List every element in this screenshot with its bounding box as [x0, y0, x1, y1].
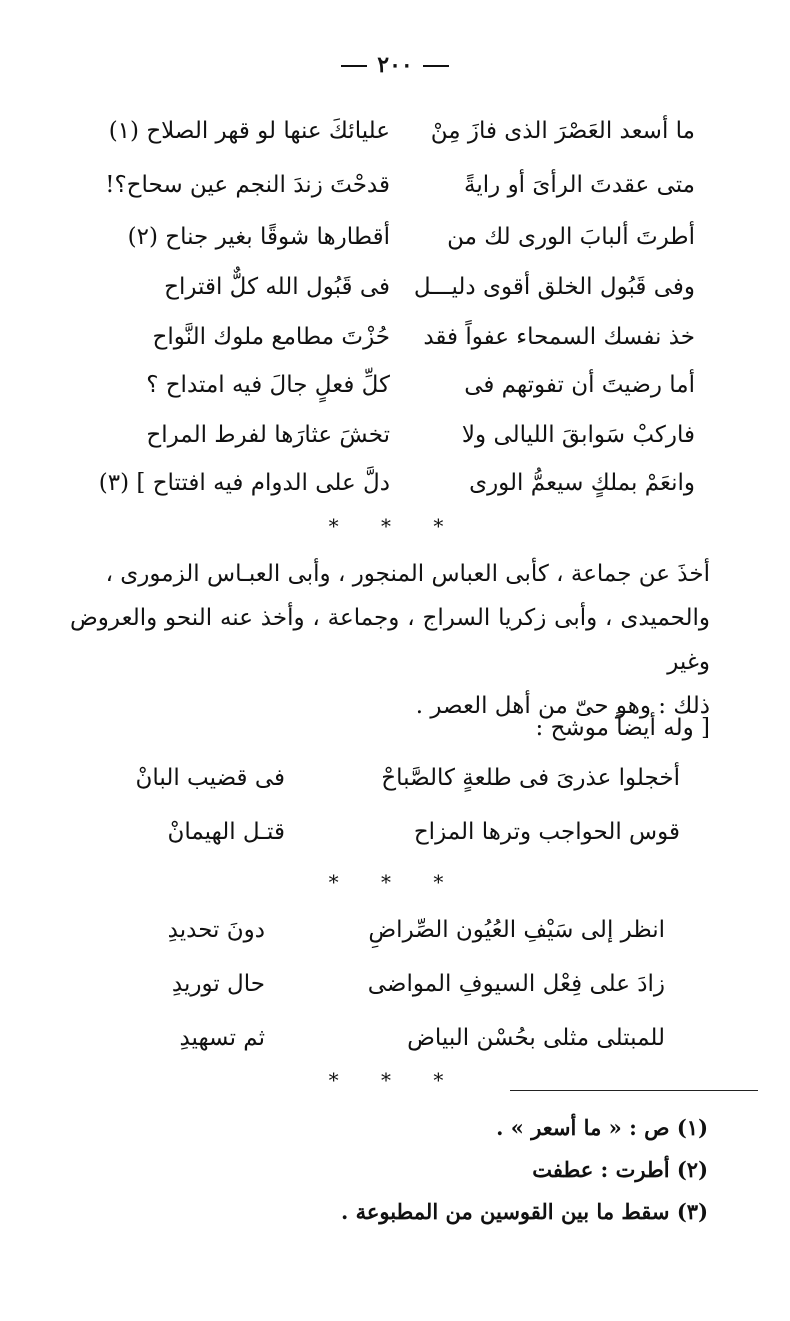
- poem-second-hemistich: أقطارها شوقًا بغير جناح (٢): [127, 224, 390, 250]
- muwashshah-refrain-part: فى قضيب البانْ: [135, 765, 285, 791]
- poem-first-hemistich: متى عقدتَ الرأىَ أو رايةً: [464, 172, 695, 198]
- poem-line: [0, 362, 790, 408]
- muwashshah-line: [0, 1012, 790, 1064]
- poem-first-hemistich: خذ نفسك السمحاء عفواً فقد: [423, 324, 695, 350]
- poem-first-hemistich: أما رضيتَ أن تفوتهم فى: [464, 372, 695, 398]
- page-number: [0, 52, 790, 78]
- poem-first-hemistich: فاركبْ سَوابقَ الليالى ولا: [461, 422, 695, 448]
- poem-first-hemistich: وفى قَبُول الخلق أقوى دليـــل: [413, 274, 695, 300]
- poem-second-hemistich: فى قَبُول الله كلٌّ اقتراح: [164, 274, 390, 300]
- poem-first-hemistich: أطرتَ ألبابَ الورى لك من: [447, 224, 695, 250]
- muwashshah-main-part: زادَ على فِعْل السيوفِ المواضى: [367, 971, 665, 997]
- poem-line: [0, 264, 790, 310]
- poem-line: [0, 214, 790, 260]
- muwashshah-main-part: أخجلوا عذرىَ فى طلعةٍ كالصَّباحْ: [381, 765, 680, 791]
- prose-line: والحميدى ، وأبى زكريا السراج ، وجماعة ، وأخذ عنه النحو والعروض وغير: [70, 605, 710, 675]
- poem-line: [0, 314, 790, 360]
- muwashshah-heading: [ وله أيضاً موشح :: [535, 715, 710, 741]
- muwashshah-main-part: انظر إلى سَيْفِ العُيُون الصِّراضِ: [368, 917, 665, 943]
- poem-line: [0, 162, 790, 208]
- page-number-dash-right: [423, 65, 449, 67]
- poem-second-hemistich: حُزْتَ مطامع ملوك النَّواح: [152, 324, 390, 350]
- muwashshah-line: [0, 958, 790, 1010]
- poem-line: [0, 108, 790, 154]
- poem-second-hemistich: كلِّ فعلٍ جالَ فيه امتداح ؟: [146, 372, 390, 398]
- poem-first-hemistich: وانعَمْ بملكٍ سيعمُّ الورى: [469, 470, 695, 496]
- prose-line: أخذَ عن جماعة ، كأبى العباس المنجور ، وأبى العبـاس الزمورى ،: [105, 561, 710, 587]
- muwashshah-line: [0, 904, 790, 956]
- section-divider-stars: * * *: [328, 1068, 462, 1092]
- section-divider-stars: * * *: [328, 514, 462, 538]
- footnote-1: (١) ص : « ما أسعر » .: [496, 1115, 708, 1140]
- poem-line: [0, 412, 790, 458]
- footnote-3: (٣) سقط ما بين القوسين من المطبوعة .: [340, 1199, 708, 1224]
- muwashshah-main-part: قوس الحواجب وترها المزاح: [413, 819, 680, 845]
- section-divider-stars: * * *: [328, 870, 462, 894]
- muwashshah-line: [0, 806, 790, 858]
- muwashshah-refrain-part: ثم تسهيدِ: [179, 1025, 265, 1051]
- prose-line: ذلك : وهو حىّ من أهل العصر .: [415, 693, 710, 719]
- poem-second-hemistich: عليائكَ عنها لو قهر الصلاح (١): [108, 118, 390, 144]
- poem-second-hemistich: تخشَ عثارَها لفرط المراح: [146, 422, 390, 448]
- muwashshah-main-part: للمبتلى مثلى بحُسْن البياض: [407, 1025, 665, 1051]
- muwashshah-line: [0, 752, 790, 804]
- muwashshah-refrain-part: حال توريدِ: [171, 971, 265, 997]
- poem-first-hemistich: ما أسعد العَصْرَ الذى فازَ مِنْ: [430, 118, 695, 144]
- page-number-dash-left: [341, 65, 367, 67]
- footnote-2: (٢) أطرت : عطفت: [532, 1157, 708, 1182]
- muwashshah-refrain-part: دونَ تحديدِ: [167, 917, 265, 943]
- biography-paragraph: [70, 552, 710, 728]
- poem-second-hemistich: قدحْتَ زندَ النجم عين سحاح؟!: [105, 172, 390, 198]
- poem-second-hemistich: دلَّ على الدوام فيه افتتاح ] (٣): [98, 470, 390, 496]
- muwashshah-refrain-part: قتـل الهيمانْ: [167, 819, 285, 845]
- footnote-separator: [510, 1090, 758, 1091]
- page-number-text: ٢٠٠: [377, 52, 413, 78]
- poem-line: [0, 460, 790, 506]
